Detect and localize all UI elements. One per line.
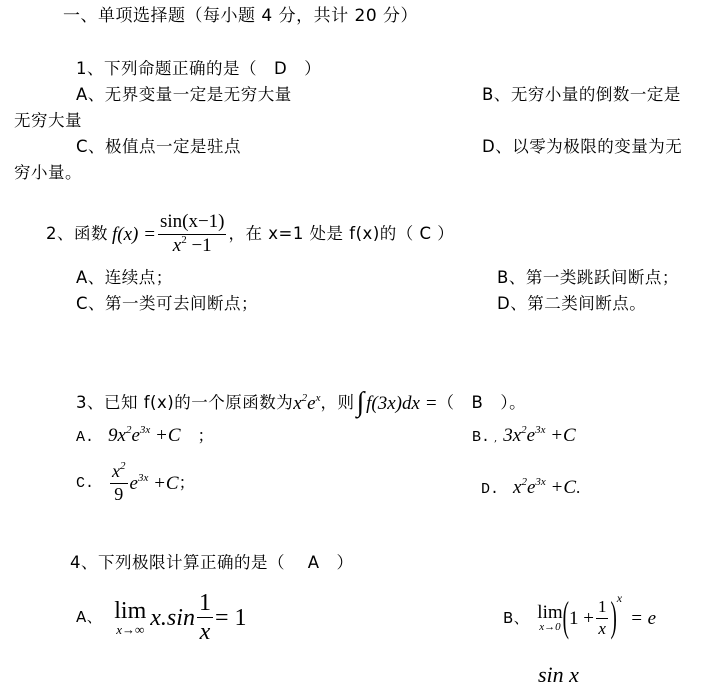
right-paren-icon: ) xyxy=(610,595,617,642)
question-3-option-c: C. $\frac{x^2}{9}$ $e^{3x} +C$ ； xyxy=(76,460,196,504)
question-1-option-d: D、以零为极限的变量为无 xyxy=(482,137,683,156)
question-4-stem: 4、下列极限计算正确的是（ A ） xyxy=(70,553,354,572)
antiderivative-expr: $x^2e^x$ xyxy=(293,391,321,414)
section-title: 一、单项选择题（每小题 4 分，共计 20 分） xyxy=(63,6,419,26)
question-4-option-a: A、 lim x→∞ x.sin $\frac{1}{x}$ = 1 xyxy=(76,590,247,646)
question-3-mid: ，则 xyxy=(320,392,355,412)
question-3-option-d: D. $x^2e^{3x} +C$ . xyxy=(481,476,581,498)
question-2-stem xyxy=(46,212,454,257)
question-3-stem xyxy=(76,389,526,417)
left-paren-icon: ( xyxy=(562,595,569,642)
integral-sign-icon: ∫ xyxy=(356,387,365,418)
next-option-partial: sin x xyxy=(538,662,579,687)
question-3-suffix: （ B ）。 xyxy=(437,392,527,412)
question-1-option-b: B、无穷小量的倒数一定是 xyxy=(482,85,681,104)
question-2-option-a: A、连续点； xyxy=(76,268,173,287)
limit-b: lim x→0 xyxy=(537,602,563,634)
question-1-option-c: C、极值点一定是驻点 xyxy=(76,137,242,156)
question-2-option-d: D、第二类间断点。 xyxy=(497,294,647,313)
question-1-option-a: A、无界变量一定是无穷大量 xyxy=(76,85,292,104)
function-lhs: f(x) = xyxy=(112,223,156,245)
question-4-option-b: B、 lim x→0 ( 1 + $\frac{1}{x}$ ) x = e xyxy=(503,591,657,642)
question-3-prefix: 3、已知 f(x)的一个原函数为 xyxy=(76,392,294,412)
question-2-suffix: ，在 x=1 处是 f(x)的（ C ） xyxy=(228,224,455,244)
question-2-prefix: 2、函数 xyxy=(46,224,108,244)
limit-a-fraction: $\frac{1}{x}$ xyxy=(198,590,211,646)
fraction-numerator: sin(x−1) xyxy=(158,212,227,235)
option-c-fraction: $\frac{x^2}{9}$ xyxy=(112,460,126,504)
question-1-option-d-cont: 穷小量。 xyxy=(14,163,82,182)
limit-a: lim x→∞ xyxy=(114,598,147,638)
question-1-option-b-cont: 无穷大量 xyxy=(14,111,82,130)
fraction-denominator: $x^2 -1$ xyxy=(172,233,212,256)
question-3-option-a: A. $9x^2e^{3x} +C$ ； xyxy=(76,424,215,446)
limit-b-fraction: $\frac{1}{x}$ xyxy=(597,597,607,638)
question-2-option-c: C、第一类可去间断点； xyxy=(76,294,259,313)
question-3-option-b: B. , $3x^2e^{3x} +C$ xyxy=(472,424,576,446)
function-fraction xyxy=(158,212,227,257)
integrand: f(3x)dx = xyxy=(366,392,438,414)
question-1-stem: 1、下列命题正确的是（ D ） xyxy=(76,59,322,78)
question-2-option-b: B、第一类跳跃间断点； xyxy=(497,268,679,287)
